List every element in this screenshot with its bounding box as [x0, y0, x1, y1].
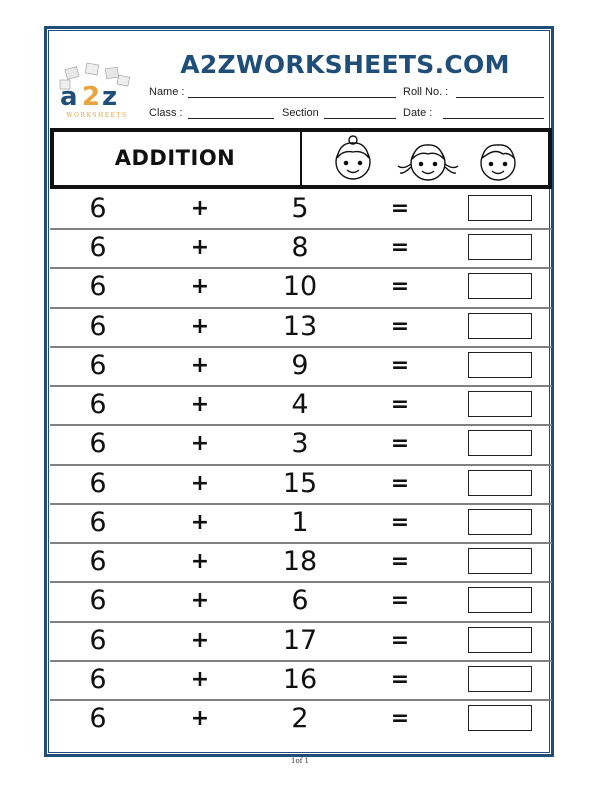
answer-box[interactable]: [468, 430, 532, 456]
first-addend: 6: [89, 664, 107, 695]
second-addend: 6: [291, 585, 309, 616]
equals-sign: =: [390, 628, 410, 653]
problem-row: [50, 347, 552, 385]
banner-divider: [300, 132, 302, 185]
first-addend: 6: [89, 311, 107, 342]
answer-box[interactable]: [468, 548, 532, 574]
answer-box[interactable]: [468, 313, 532, 339]
first-addend: 6: [89, 546, 107, 577]
second-addend: 5: [291, 193, 309, 224]
second-addend: 4: [291, 389, 309, 420]
second-addend: 16: [282, 664, 318, 695]
answer-box[interactable]: [468, 391, 532, 417]
plus-sign: +: [190, 628, 210, 653]
first-addend: 6: [89, 350, 107, 381]
equals-sign: =: [390, 588, 410, 613]
second-addend: 1: [291, 507, 309, 538]
problem-row: [50, 268, 552, 306]
first-addend: 6: [89, 271, 107, 302]
date-label: Date :: [403, 107, 433, 119]
plus-sign: +: [190, 353, 210, 378]
problem-row: [50, 582, 552, 620]
problem-row: [50, 308, 552, 346]
equals-sign: =: [390, 235, 410, 260]
equals-sign: =: [390, 431, 410, 456]
equals-sign: =: [390, 314, 410, 339]
answer-box[interactable]: [468, 470, 532, 496]
first-addend: 6: [89, 389, 107, 420]
problem-row: [50, 661, 552, 699]
banner-title: ADDITION: [114, 146, 236, 170]
logo-subtext: WORKSHEETS: [66, 112, 128, 119]
plus-sign: +: [190, 196, 210, 221]
first-addend: 6: [89, 625, 107, 656]
roll-no-label: Roll No. :: [403, 86, 449, 98]
equals-sign: =: [390, 471, 410, 496]
problem-row: [50, 622, 552, 660]
problem-row: [50, 504, 552, 542]
name-label: Name :: [149, 86, 185, 98]
problem-row: [50, 425, 552, 463]
class-line[interactable]: [188, 118, 274, 119]
first-addend: 6: [89, 428, 107, 459]
plus-sign: +: [190, 667, 210, 692]
kids-faces-illustration: [328, 134, 528, 184]
date-line[interactable]: [443, 118, 544, 119]
first-addend: 6: [89, 703, 107, 734]
answer-box[interactable]: [468, 666, 532, 692]
second-addend: 3: [291, 428, 309, 459]
problem-row: [50, 386, 552, 424]
first-addend: 6: [89, 585, 107, 616]
second-addend: 10: [282, 271, 318, 302]
first-addend: 6: [89, 232, 107, 263]
answer-box[interactable]: [468, 352, 532, 378]
second-addend: 15: [282, 468, 318, 499]
answer-box[interactable]: [468, 705, 532, 731]
page-number: 1of 1: [291, 757, 309, 765]
problem-row: [50, 190, 552, 228]
equals-sign: =: [390, 706, 410, 731]
equals-sign: =: [390, 274, 410, 299]
equals-sign: =: [390, 392, 410, 417]
second-addend: 13: [282, 311, 318, 342]
first-addend: 6: [89, 507, 107, 538]
second-addend: 17: [282, 625, 318, 656]
equals-sign: =: [390, 549, 410, 574]
plus-sign: +: [190, 431, 210, 456]
plus-sign: +: [190, 274, 210, 299]
girl-face-icon: [336, 136, 370, 179]
problem-row: [50, 465, 552, 503]
roll-no-line[interactable]: [456, 97, 544, 98]
class-label: Class :: [149, 107, 183, 119]
answer-box[interactable]: [468, 627, 532, 653]
plus-sign: +: [190, 706, 210, 731]
answer-box[interactable]: [468, 273, 532, 299]
second-addend: 18: [282, 546, 318, 577]
second-addend: 2: [291, 703, 309, 734]
svg-text:a: a: [60, 82, 78, 112]
plus-sign: +: [190, 549, 210, 574]
equals-sign: =: [390, 353, 410, 378]
equals-sign: =: [390, 196, 410, 221]
second-addend: 9: [291, 350, 309, 381]
plus-sign: +: [190, 471, 210, 496]
plus-sign: +: [190, 588, 210, 613]
problem-row: [50, 543, 552, 581]
svg-text:z: z: [102, 82, 118, 112]
equals-sign: =: [390, 667, 410, 692]
first-addend: 6: [89, 193, 107, 224]
problem-row: [50, 700, 552, 738]
equals-sign: =: [390, 510, 410, 535]
boy-face-icon: [481, 145, 515, 180]
answer-box[interactable]: [468, 509, 532, 535]
plus-sign: +: [190, 510, 210, 535]
answer-box[interactable]: [468, 587, 532, 613]
plus-sign: +: [190, 235, 210, 260]
a2z-logo: [56, 62, 138, 122]
answer-box[interactable]: [468, 234, 532, 260]
plus-sign: +: [190, 392, 210, 417]
section-line[interactable]: [324, 118, 396, 119]
plus-sign: +: [190, 314, 210, 339]
problem-row: [50, 229, 552, 267]
site-title: A2ZWORKSHEETS.COM: [180, 50, 510, 79]
section-label: Section: [282, 107, 319, 119]
second-addend: 8: [291, 232, 309, 263]
answer-box[interactable]: [468, 195, 532, 221]
first-addend: 6: [89, 468, 107, 499]
svg-text:2: 2: [82, 82, 101, 112]
name-line[interactable]: [188, 97, 396, 98]
pigtail-girl-face-icon: [398, 145, 458, 180]
